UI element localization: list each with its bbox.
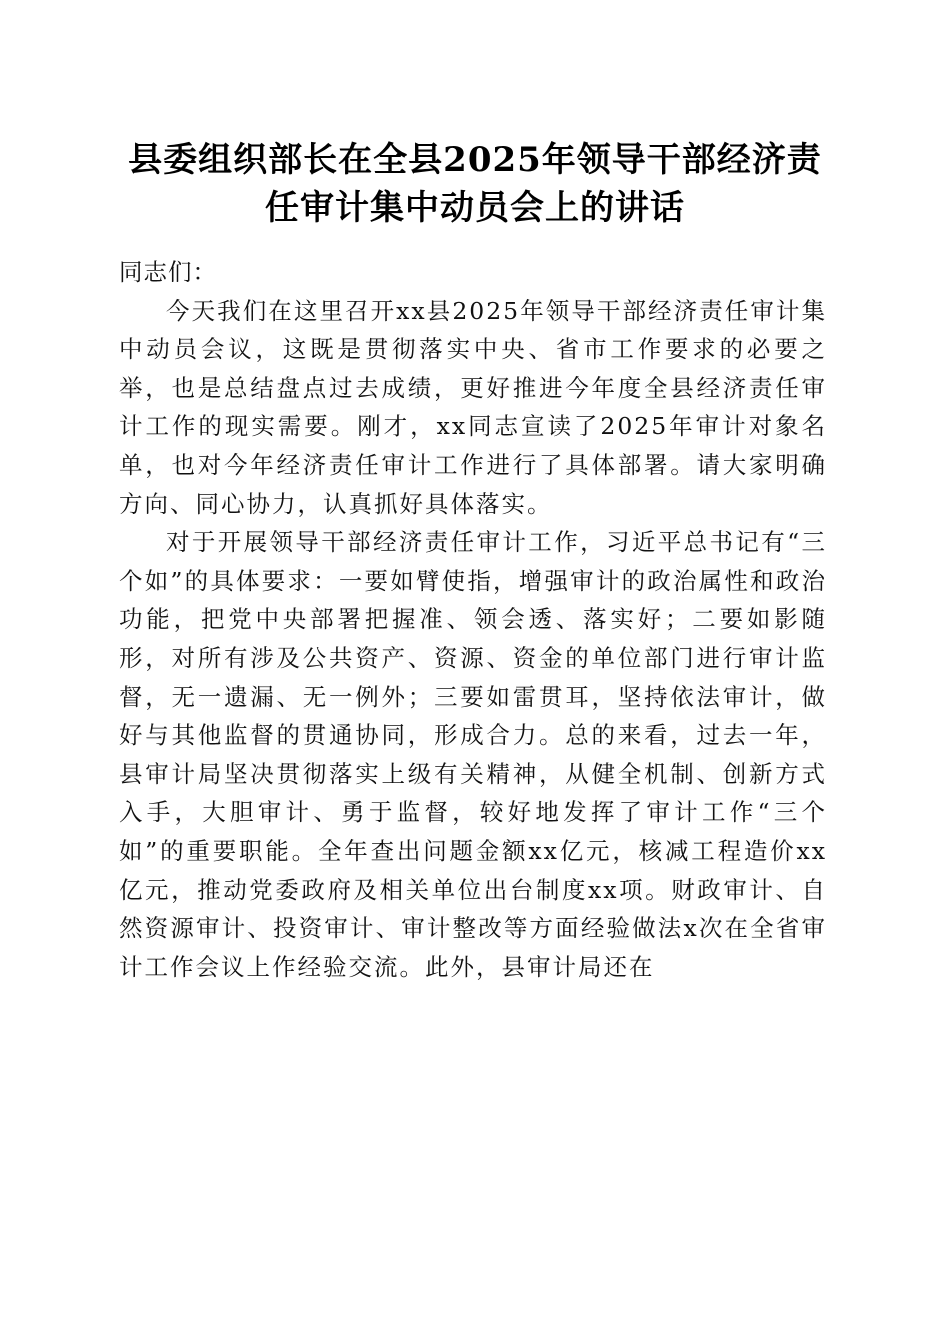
document-title xyxy=(100,136,850,232)
salutation: 同志们： xyxy=(119,258,217,286)
paragraph-1: 今天我们在这里召开xx县2025年领导干部经济责任审计集中动员会议，这既是贯彻落实中央、省市工作要求的必要之举，也是总结盘点过去成绩，更好推进今年度全县经济责任审计工作的现实需要。刚才，xx同志宣读了2025年审计对象名单，也对今年经济责任审计工作进行了具体部署。请大家明确方向、同心协力，认真抓好具体落实。 xyxy=(119,296,827,518)
paragraph-2: 对于开展领导干部经济责任审计工作，习近平总书记有“三个如”的具体要求：一要如臂使指，增强审计的政治属性和政治功能，把党中央部署把握准、领会透、落实好；二要如影随形，对所有涉及公共资产、资源、资金的单位部门进行审计监督，无一遗漏、无一例外；三要如雷贯耳，坚持依法审计，做好与其他监督的贯通协同，形成合力。总的来看，过去一年，县审计局坚决贯彻落实上级有关精神，从健全机制、创新方式入手，大胆审计、勇于监督，较好地发挥了审计工作“三个如”的重要职能。全年查出问题金额xx亿元，核减工程造价xx亿元，推动党委政府及相关单位出台制度xx项。财政审计、自然资源审计、投资审计、审计整改等方面经验做法x次在全省审计工作会议上作经验交流。此外，县审计局还在 xyxy=(119,528,827,981)
document-body xyxy=(119,253,827,986)
title-line-2: 任审计集中动员会上的讲话 xyxy=(265,188,685,228)
title-line-1: 县委组织部长在全县2025年领导干部经济责 xyxy=(128,140,822,180)
